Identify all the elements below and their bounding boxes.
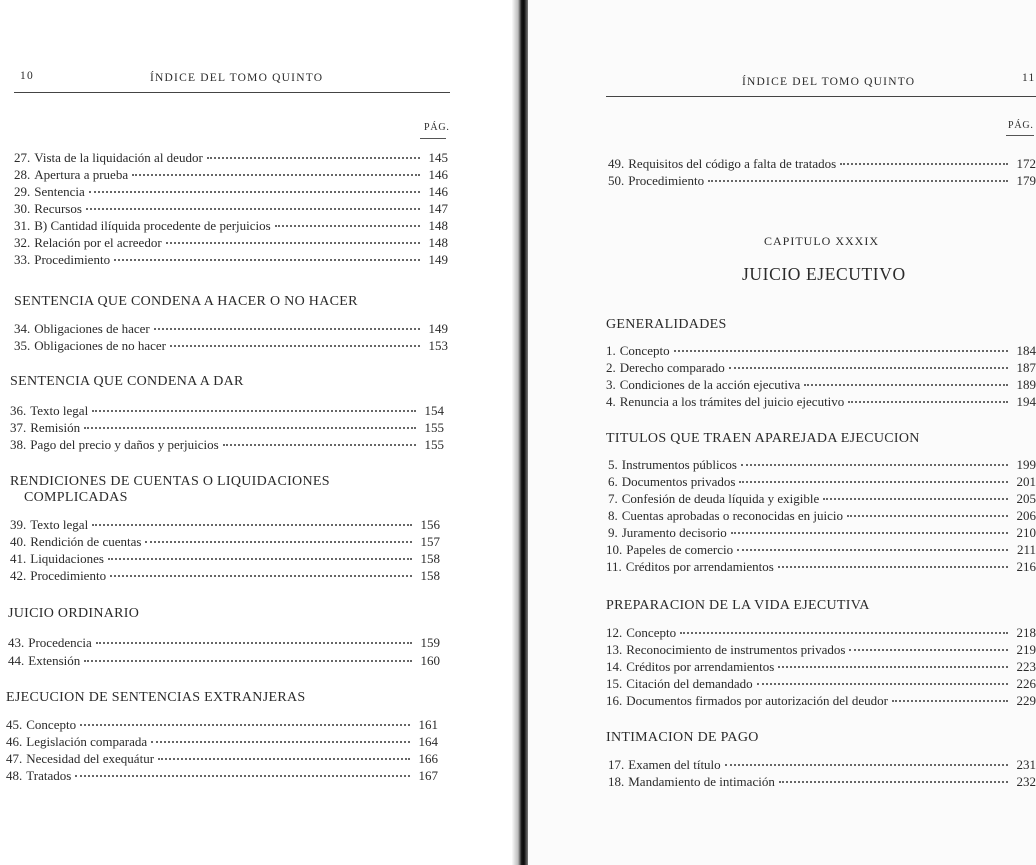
entry-title: Vista de la liquidación al deudor: [34, 150, 203, 165]
entry-page: 161: [418, 717, 438, 732]
entry-page: 223: [1016, 659, 1036, 674]
entry-number: 4.: [606, 394, 616, 409]
entry-title: Obligaciones de hacer: [34, 321, 150, 336]
dot-leader: [708, 169, 1008, 182]
entry-number: 9.: [608, 525, 618, 540]
dot-leader: [680, 621, 1008, 634]
entry-number: 11.: [606, 559, 622, 574]
header-rule: [14, 92, 450, 93]
entry-page: 153: [428, 338, 448, 353]
entry-page: 149: [428, 252, 448, 267]
dot-leader: [92, 513, 412, 526]
toc-entry: [8, 652, 440, 669]
entry-number: 7.: [608, 491, 618, 506]
running-header: ÍNDICE DEL TOMO QUINTO: [150, 72, 324, 84]
toc-entry: [606, 393, 1036, 410]
dot-leader: [778, 555, 1008, 568]
entry-page: 201: [1016, 474, 1036, 489]
dot-leader: [892, 689, 1008, 702]
entry-title: Procedencia: [28, 635, 92, 650]
dot-leader: [75, 764, 410, 777]
entry-number: 38.: [10, 437, 27, 452]
entry-page: 229: [1016, 693, 1036, 708]
entry-number: 18.: [608, 774, 625, 789]
dot-leader: [110, 564, 412, 577]
entry-page: 194: [1016, 394, 1036, 409]
dot-leader: [154, 317, 420, 330]
entry-page: 167: [418, 768, 438, 783]
entry-page: 154: [424, 403, 444, 418]
dot-leader: [86, 197, 420, 210]
entry-number: 29.: [14, 184, 31, 199]
entry-page: 219: [1016, 642, 1036, 657]
dot-leader: [145, 530, 412, 543]
page-number: 11: [1022, 72, 1036, 84]
entry-number: 12.: [606, 625, 623, 640]
dot-leader: [739, 470, 1008, 483]
entry-number: 30.: [14, 201, 31, 216]
entry-number: 36.: [10, 403, 27, 418]
entry-title: Concepto: [626, 625, 677, 640]
entry-title: Procedimiento: [30, 568, 107, 583]
entry-number: 16.: [606, 693, 623, 708]
entry-number: 10.: [606, 542, 623, 557]
dot-leader: [737, 538, 1008, 551]
entry-number: 37.: [10, 420, 27, 435]
entry-title: Instrumentos públicos: [621, 457, 737, 472]
entry-page: 146: [428, 184, 448, 199]
entry-page: 157: [420, 534, 440, 549]
chapter-number: CAPITULO XXXIX: [764, 234, 879, 248]
entry-number: 44.: [8, 653, 25, 668]
entry-page: 145: [428, 150, 448, 165]
dot-leader: [757, 672, 1008, 685]
entry-number: 46.: [6, 734, 23, 749]
entry-title: Citación del demandado: [626, 676, 753, 691]
entry-title: Recursos: [34, 201, 82, 216]
entry-number: 49.: [608, 156, 625, 171]
entry-page: 206: [1016, 508, 1036, 523]
entry-number: 2.: [606, 360, 616, 375]
entry-title: Obligaciones de no hacer: [34, 338, 167, 353]
entry-number: 5.: [608, 457, 618, 472]
dot-leader: [849, 638, 1008, 651]
entry-number: 14.: [606, 659, 623, 674]
pag-rule: [1006, 135, 1034, 136]
entry-title: Renuncia a los trámites del juicio ejecutivo: [619, 394, 845, 409]
dot-leader: [840, 152, 1008, 165]
dot-leader: [114, 248, 420, 261]
entry-title: Reconocimiento de instrumentos privados: [626, 642, 846, 657]
entry-page: 172: [1016, 156, 1036, 171]
entry-number: 35.: [14, 338, 31, 353]
entry-number: 27.: [14, 150, 31, 165]
dot-leader: [89, 180, 420, 193]
entry-number: 15.: [606, 676, 623, 691]
entry-number: 6.: [608, 474, 618, 489]
dot-leader: [847, 504, 1008, 517]
toc-entry: [10, 436, 444, 453]
dot-leader: [108, 547, 412, 560]
entry-title: Confesión de deuda líquida y exigible: [621, 491, 820, 506]
entry-title: Cuentas aprobadas o reconocidas en juicio: [621, 508, 844, 523]
entry-number: 41.: [10, 551, 27, 566]
entry-title: Texto legal: [30, 403, 89, 418]
entry-page: 159: [420, 635, 440, 650]
pag-rule: [420, 138, 446, 139]
toc-entry: [608, 773, 1036, 790]
dot-leader: [92, 399, 416, 412]
entry-title: B) Cantidad ilíquida procedente de perjuicios: [34, 218, 271, 233]
entry-title: Pago del precio y daños y perjuicios: [30, 437, 219, 452]
entry-page: 218: [1016, 625, 1036, 640]
dot-leader: [84, 649, 412, 662]
entry-title: Créditos por arrendamientos: [625, 559, 774, 574]
entry-page: 148: [428, 235, 448, 250]
entry-page: 184: [1016, 343, 1036, 358]
entry-title: Derecho comparado: [619, 360, 725, 375]
dot-leader: [729, 356, 1008, 369]
entry-page: 211: [1016, 542, 1036, 557]
dot-leader: [96, 631, 412, 644]
entry-page: 155: [424, 437, 444, 452]
section-heading: EJECUCION DE SENTENCIAS EXTRANJERAS: [6, 690, 306, 705]
section-heading: PREPARACION DE LA VIDA EJECUTIVA: [606, 598, 870, 613]
entry-title: Extensión: [28, 653, 81, 668]
section-heading: SENTENCIA QUE CONDENA A HACER O NO HACER: [14, 294, 358, 309]
entry-number: 17.: [608, 757, 625, 772]
section-heading: JUICIO ORDINARIO: [8, 606, 140, 621]
entry-page: 148: [428, 218, 448, 233]
entry-page: 160: [420, 653, 440, 668]
entry-number: 39.: [10, 517, 27, 532]
entry-page: 189: [1016, 377, 1036, 392]
entry-page: 187: [1016, 360, 1036, 375]
entry-page: 164: [418, 734, 438, 749]
entry-title: Examen del título: [628, 757, 721, 772]
dot-leader: [674, 339, 1008, 352]
toc-entry: [608, 172, 1036, 189]
dot-leader: [823, 487, 1008, 500]
entry-number: 45.: [6, 717, 23, 732]
entry-number: 28.: [14, 167, 31, 182]
dot-leader: [725, 753, 1008, 766]
entry-title: Relación por el acreedor: [34, 235, 162, 250]
pag-label: PÁG.: [1008, 120, 1034, 131]
entry-page: 179: [1016, 173, 1036, 188]
right-page: [528, 0, 1036, 865]
entry-number: 32.: [14, 235, 31, 250]
toc-entry: [606, 558, 1036, 575]
entry-number: 48.: [6, 768, 23, 783]
dot-leader: [151, 730, 410, 743]
entry-page: 147: [428, 201, 448, 216]
dot-leader: [158, 747, 410, 760]
dot-leader: [223, 433, 416, 446]
entry-number: 31.: [14, 218, 31, 233]
dot-leader: [132, 163, 420, 176]
section-heading: INTIMACION DE PAGO: [606, 730, 759, 745]
entry-page: 158: [420, 568, 440, 583]
entry-title: Remisión: [30, 420, 81, 435]
entry-title: Procedimiento: [628, 173, 705, 188]
entry-page: 210: [1016, 525, 1036, 540]
chapter-title: JUICIO EJECUTIVO: [742, 264, 906, 284]
toc-entry: [6, 767, 438, 784]
entry-number: 43.: [8, 635, 25, 650]
dot-leader: [275, 214, 420, 227]
entry-title: Créditos por arrendamientos: [626, 659, 775, 674]
entry-title: Condiciones de la acción ejecutiva: [619, 377, 801, 392]
section-heading: GENERALIDADES: [606, 317, 727, 332]
toc-entry: [606, 692, 1036, 709]
dot-leader: [166, 231, 420, 244]
entry-page: 226: [1016, 676, 1036, 691]
entry-title: Rendición de cuentas: [30, 534, 142, 549]
entry-title: Requisitos del código a falta de tratados: [628, 156, 837, 171]
entry-title: Texto legal: [30, 517, 89, 532]
entry-page: 166: [418, 751, 438, 766]
entry-page: 149: [428, 321, 448, 336]
header-rule: [606, 96, 1036, 97]
page-number: 10: [20, 70, 34, 82]
toc-entry: [14, 251, 448, 268]
dot-leader: [741, 453, 1008, 466]
entry-title: Procedimiento: [34, 252, 111, 267]
entry-title: Tratados: [26, 768, 72, 783]
entry-page: 156: [420, 517, 440, 532]
entry-page: 199: [1016, 457, 1036, 472]
dot-leader: [778, 655, 1008, 668]
entry-title: Sentencia: [34, 184, 85, 199]
dot-leader: [779, 770, 1008, 783]
entry-number: 3.: [606, 377, 616, 392]
entry-page: 205: [1016, 491, 1036, 506]
entry-number: 8.: [608, 508, 618, 523]
entry-title: Documentos firmados por autorización del deudor: [626, 693, 888, 708]
entry-page: 232: [1016, 774, 1036, 789]
entry-page: 158: [420, 551, 440, 566]
entry-number: 1.: [606, 343, 616, 358]
toc-entry: [14, 337, 448, 354]
running-header: ÍNDICE DEL TOMO QUINTO: [742, 76, 916, 88]
pag-label: PÁG.: [424, 122, 450, 133]
entry-title: Concepto: [619, 343, 670, 358]
entry-number: 47.: [6, 751, 23, 766]
entry-number: 50.: [608, 173, 625, 188]
section-heading: SENTENCIA QUE CONDENA A DAR: [10, 374, 244, 389]
dot-leader: [84, 416, 416, 429]
entry-title: Legislación comparada: [26, 734, 148, 749]
entry-title: Liquidaciones: [30, 551, 104, 566]
entry-number: 34.: [14, 321, 31, 336]
section-heading: RENDICIONES DE CUENTAS O LIQUIDACIONES: [10, 474, 330, 489]
section-heading: TITULOS QUE TRAEN APAREJADA EJECUCION: [606, 431, 920, 446]
dot-leader: [804, 373, 1008, 386]
entry-title: Necesidad del exequátur: [26, 751, 155, 766]
section-heading-continuation: COMPLICADAS: [24, 490, 128, 505]
entry-page: 216: [1016, 559, 1036, 574]
entry-page: 146: [428, 167, 448, 182]
entry-title: Apertura a prueba: [34, 167, 129, 182]
entry-title: Documentos privados: [621, 474, 736, 489]
dot-leader: [207, 146, 420, 159]
entry-page: 155: [424, 420, 444, 435]
entry-title: Mandamiento de intimación: [628, 774, 775, 789]
dot-leader: [170, 334, 420, 347]
entry-number: 42.: [10, 568, 27, 583]
dot-leader: [80, 713, 410, 726]
entry-title: Juramento decisorio: [621, 525, 727, 540]
entry-page: 231: [1016, 757, 1036, 772]
dot-leader: [731, 521, 1008, 534]
dot-leader: [848, 390, 1008, 403]
entry-number: 13.: [606, 642, 623, 657]
toc-entry: [10, 567, 440, 584]
entry-title: Concepto: [26, 717, 77, 732]
entry-title: Papeles de comercio: [626, 542, 734, 557]
entry-number: 40.: [10, 534, 27, 549]
entry-number: 33.: [14, 252, 31, 267]
